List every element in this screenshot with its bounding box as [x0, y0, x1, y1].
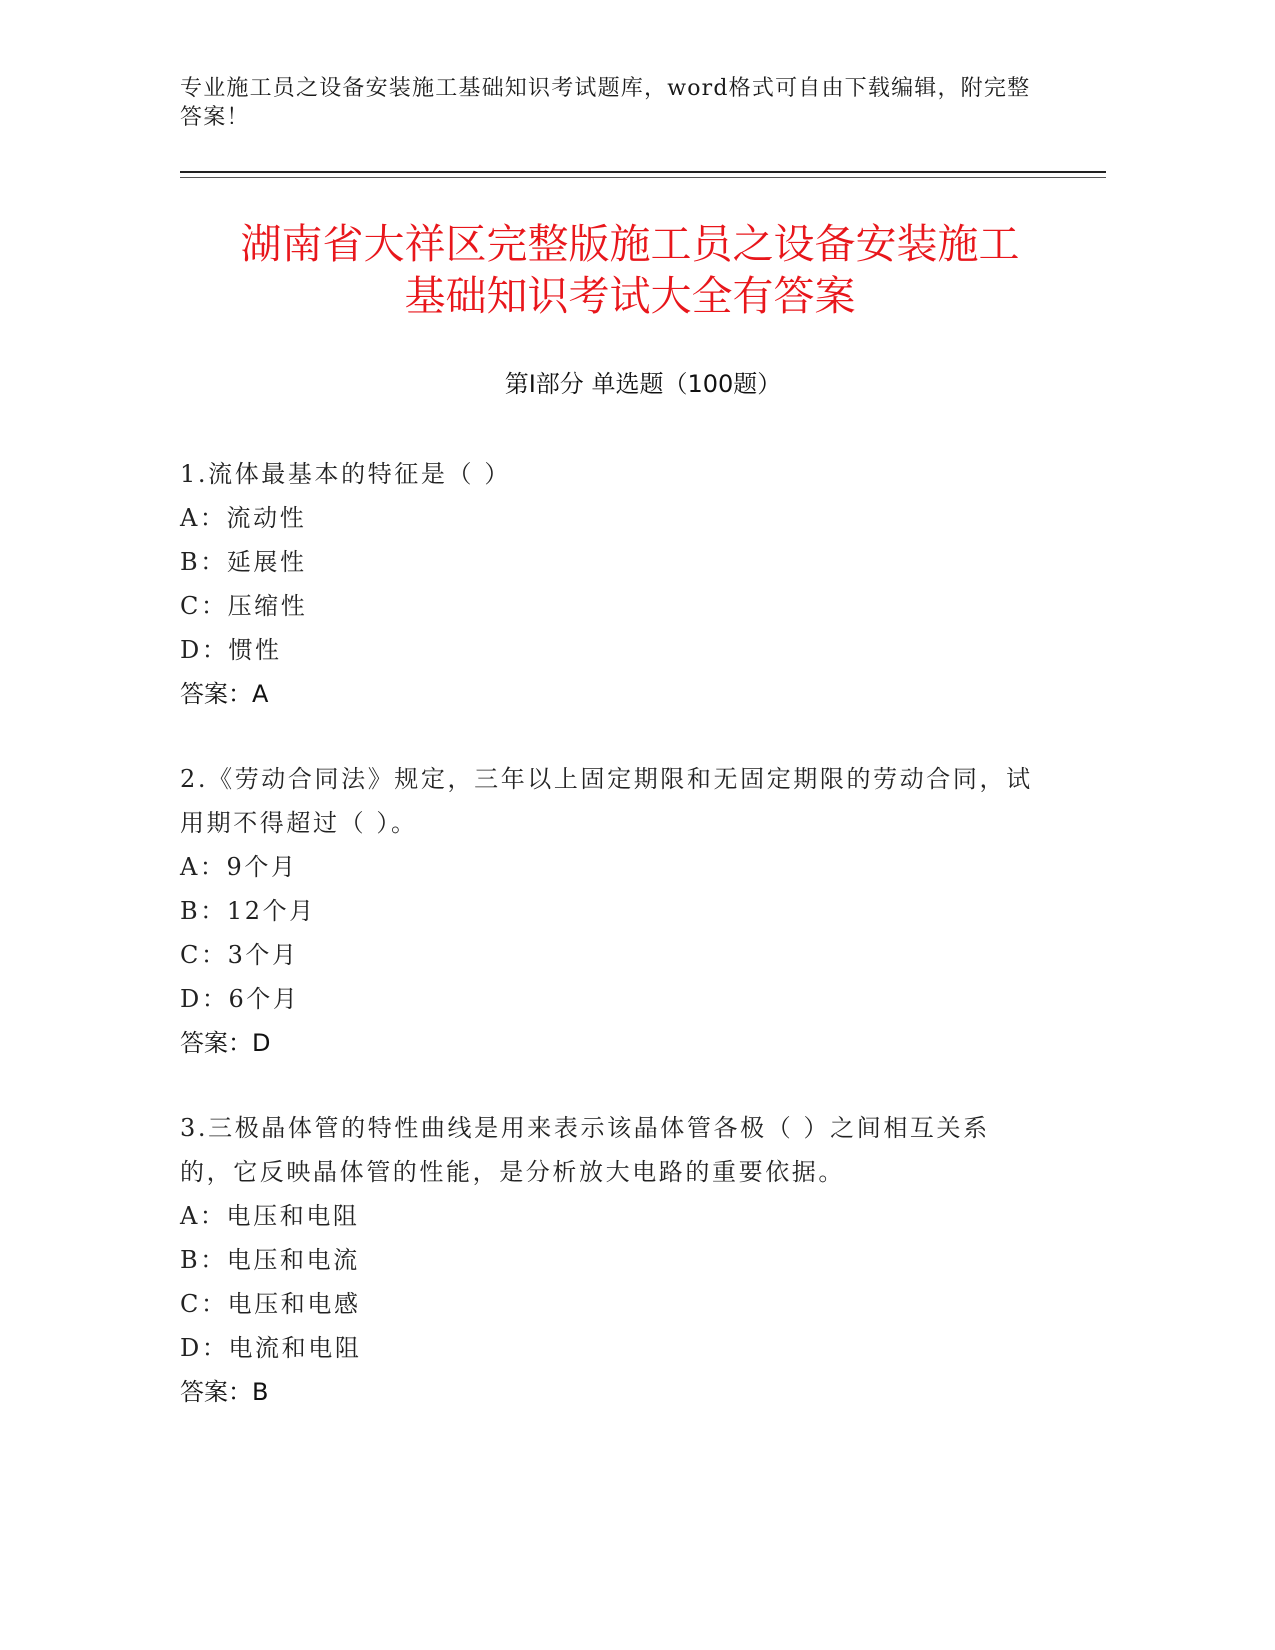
- option-b: B：12个月: [180, 897, 316, 925]
- answer-line: 答案：A: [180, 680, 269, 708]
- option-d: D：电流和电阻: [180, 1334, 362, 1362]
- option-a: A：9个月: [180, 853, 298, 881]
- header-note: 专业施工员之设备安装施工基础知识考试题库，word格式可自由下载编辑，附完整答案！: [180, 76, 1031, 130]
- question-2: [180, 757, 1040, 1065]
- section-heading: 第Ⅰ部分 单选题（100题）: [504, 370, 782, 398]
- document-title: [150, 218, 1110, 322]
- option-a: A：电压和电阻: [180, 1202, 360, 1230]
- question-stem: 3.三极晶体管的特性曲线是用来表示该晶体管各极（ ）之间相互关系的，它反映晶体管的性能，是分析放大电路的重要依据。: [180, 1114, 990, 1186]
- answer-line: 答案：B: [180, 1378, 269, 1406]
- header-divider-thick: [180, 171, 1106, 173]
- option-c: C：电压和电感: [180, 1290, 361, 1318]
- answer-line: 答案：D: [180, 1029, 271, 1057]
- document-title-line-2: 基础知识考试大全有答案: [404, 272, 856, 320]
- question-stem: 1.流体最基本的特征是（ ）: [180, 460, 511, 488]
- question-1: [180, 452, 1040, 716]
- question-stem: 2.《劳动合同法》规定，三年以上固定期限和无固定期限的劳动合同，试用期不得超过（ ）。: [180, 765, 1033, 837]
- option-c: C：压缩性: [180, 592, 308, 620]
- option-b: B：延展性: [180, 548, 307, 576]
- option-a: A：流动性: [180, 504, 307, 532]
- option-c: C：3个月: [180, 941, 299, 969]
- option-d: D：惯性: [180, 636, 282, 664]
- header-divider-thin: [180, 177, 1106, 178]
- option-d: D：6个月: [180, 985, 300, 1013]
- document-title-line-1: 湖南省大祥区完整版施工员之设备安装施工: [240, 220, 1020, 268]
- question-3: [180, 1106, 1040, 1414]
- option-b: B：电压和电流: [180, 1246, 360, 1274]
